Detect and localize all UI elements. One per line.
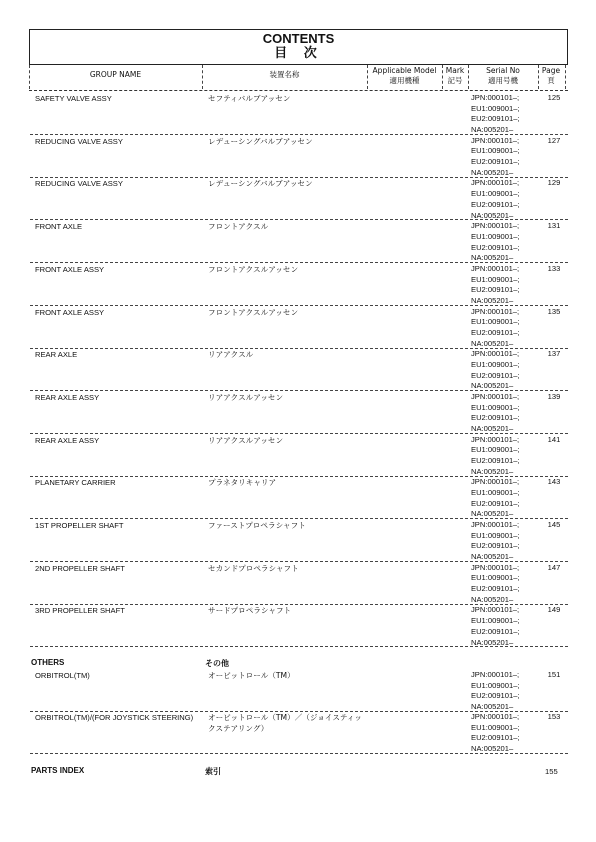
serial-number: JPN:000101–; — [471, 349, 520, 359]
serial-number: NA:005201– — [471, 509, 514, 519]
device-name-jp: セカンドプロペラシャフト — [208, 563, 299, 573]
serial-numbers — [471, 264, 543, 307]
serial-number: EU2:009101–; — [471, 626, 520, 636]
serial-numbers — [471, 563, 543, 606]
contents-title: CONTENTS — [262, 31, 335, 46]
serial-numbers — [471, 670, 543, 713]
serial-number: EU1:009001–; — [471, 317, 520, 327]
contents-row[interactable] — [30, 305, 568, 349]
serial-number: EU2:009101–; — [471, 242, 520, 252]
contents-row[interactable] — [30, 518, 568, 562]
device-name-jp: フロントアクスルアッセン — [208, 307, 299, 317]
serial-numbers — [471, 477, 543, 520]
serial-numbers — [471, 178, 543, 221]
group-name: SAFETY VALVE ASSY — [35, 94, 112, 103]
parts-index-page: 155 — [545, 767, 558, 776]
col-page: Page 頁 — [541, 66, 561, 85]
serial-number: EU2:009101–; — [471, 285, 520, 295]
device-name-jp: オービットロール（TM）／（ジョイスティックステアリング） — [208, 713, 363, 733]
serial-number: EU2:009101–; — [471, 584, 520, 594]
page-number: 129 — [547, 178, 561, 188]
device-name-jp: レデューシングバルブアッセン — [208, 179, 313, 189]
serial-number: EU2:009101–; — [471, 691, 520, 701]
page-number: 141 — [547, 434, 561, 444]
serial-number: JPN:000101–; — [471, 712, 520, 721]
others-title: OTHERS — [31, 658, 65, 667]
others-title-jp: その他 — [205, 659, 229, 668]
device-name-jp: レデューシングバルブアッセン — [208, 136, 313, 146]
serial-number: EU1:009001–; — [471, 274, 520, 284]
page-number: 149 — [547, 605, 561, 615]
serial-number: NA:005201– — [471, 744, 514, 754]
column-header — [29, 64, 568, 91]
contents-row[interactable] — [30, 668, 568, 712]
serial-number: EU1:009001–; — [471, 402, 520, 412]
col-applicable-model: Applicable Model 適用機種 — [372, 66, 437, 85]
parts-index-link[interactable]: PARTS INDEX — [31, 766, 85, 775]
device-name-jp: リアアクスルアッセン — [208, 435, 284, 445]
page-number: 153 — [547, 712, 561, 721]
serial-numbers — [471, 93, 543, 136]
contents-row[interactable] — [30, 219, 568, 263]
serial-number: EU1:009001–; — [471, 616, 520, 626]
serial-number: NA:005201– — [471, 338, 514, 348]
serial-numbers — [471, 712, 543, 755]
serial-number: JPN:000101–; — [471, 93, 520, 102]
group-name: PLANETARY CARRIER — [35, 478, 116, 488]
col-mark: Mark 記号 — [445, 66, 465, 85]
serial-number: EU1:009001–; — [471, 722, 520, 732]
device-name-jp: リアアクスルアッセン — [208, 392, 284, 402]
contents-row[interactable] — [30, 475, 568, 519]
serial-numbers — [471, 520, 543, 563]
serial-number: EU1:009001–; — [471, 573, 520, 583]
serial-number: JPN:000101–; — [471, 562, 520, 572]
serial-number: JPN:000101–; — [471, 391, 520, 401]
device-name-jp: サードプロペラシャフト — [208, 606, 292, 616]
group-name: ORBITROL(TM)/(FOR JOYSTICK STEERING) — [35, 713, 194, 722]
serial-number: NA:005201– — [471, 167, 514, 177]
page-number: 139 — [547, 391, 561, 401]
serial-number: EU2:009101–; — [471, 733, 520, 743]
serial-number: EU2:009101–; — [471, 114, 520, 124]
serial-number: JPN:000101–; — [471, 477, 520, 487]
group-name: REAR AXLE ASSY — [35, 435, 100, 445]
serial-number: JPN:000101–; — [471, 605, 520, 615]
serial-number: NA:005201– — [471, 424, 514, 433]
serial-number: NA:005201– — [471, 295, 514, 305]
serial-number: EU2:009101–; — [471, 456, 520, 465]
serial-number: EU1:009001–; — [471, 189, 520, 199]
page-number: 127 — [547, 135, 561, 145]
serial-number: EU1:009001–; — [471, 488, 520, 497]
device-name-jp: ファーストプロペラシャフト — [208, 521, 306, 530]
contents-row[interactable] — [30, 91, 568, 135]
group-name: 1ST PROPELLER SHAFT — [35, 521, 124, 530]
serial-number: EU1:009001–; — [471, 680, 520, 690]
contents-row[interactable] — [30, 347, 568, 391]
device-name-jp: セフティバルブアッセン — [208, 94, 291, 103]
serial-number: NA:005201– — [471, 702, 514, 712]
contents-title-jp: 目 次 — [274, 46, 323, 61]
contents-row[interactable] — [30, 710, 568, 754]
serial-number: NA:005201– — [471, 381, 514, 391]
serial-numbers — [471, 435, 543, 478]
contents-row[interactable] — [30, 134, 568, 178]
serial-number: EU2:009101–; — [471, 370, 520, 380]
page-number: 133 — [547, 263, 561, 273]
serial-number: EU1:009001–; — [471, 103, 520, 113]
serial-number: NA:005201– — [471, 210, 514, 220]
col-group-name: GROUP NAME — [89, 70, 142, 79]
serial-number: JPN:000101–; — [471, 263, 520, 273]
serial-number: NA:005201– — [471, 253, 514, 263]
page-number: 137 — [547, 349, 561, 359]
page-number: 143 — [547, 477, 561, 487]
col-serial-no: Serial No 適用号機 — [486, 66, 520, 85]
serial-number: EU1:009001–; — [471, 146, 520, 156]
col-device-name: 装置名称 — [269, 70, 300, 79]
contents-row[interactable] — [30, 262, 568, 306]
device-name-jp: リアアクスル — [208, 350, 254, 360]
serial-number: EU2:009101–; — [471, 498, 520, 508]
group-name: REDUCING VALVE ASSY — [35, 136, 123, 146]
serial-number: EU2:009101–; — [471, 327, 520, 337]
serial-number: EU1:009001–; — [471, 530, 520, 540]
group-name: FRONT AXLE — [35, 222, 83, 232]
device-name-jp: フロントアクスル — [208, 222, 269, 232]
contents-row[interactable] — [30, 390, 568, 434]
page-number: 147 — [547, 562, 561, 572]
serial-number: EU2:009101–; — [471, 413, 520, 423]
contents-row[interactable] — [30, 603, 568, 647]
serial-number: NA:005201– — [471, 594, 514, 604]
contents-row[interactable] — [30, 433, 568, 477]
serial-number: EU2:009101–; — [471, 157, 520, 167]
serial-numbers — [471, 307, 543, 350]
contents-header — [29, 29, 568, 65]
serial-number: NA:005201– — [471, 637, 514, 647]
serial-number: JPN:000101–; — [471, 135, 520, 145]
group-name: ORBITROL(TM) — [35, 671, 90, 680]
serial-numbers — [471, 136, 543, 179]
page-number: 135 — [547, 306, 561, 316]
serial-number: NA:005201– — [471, 466, 514, 476]
device-name-jp: フロントアクスルアッセン — [208, 264, 299, 274]
serial-number: EU1:009001–; — [471, 231, 520, 241]
serial-number: EU1:009001–; — [471, 359, 520, 369]
serial-number: JPN:000101–; — [471, 434, 520, 444]
serial-numbers — [471, 221, 543, 264]
serial-number: JPN:000101–; — [471, 178, 520, 188]
serial-number: JPN:000101–; — [471, 520, 520, 529]
serial-number: JPN:000101–; — [471, 306, 520, 316]
group-name: FRONT AXLE ASSY — [35, 264, 105, 274]
serial-number: EU1:009001–; — [471, 445, 520, 455]
serial-number: EU2:009101–; — [471, 199, 520, 209]
group-name: REAR AXLE — [35, 350, 78, 360]
group-name: REAR AXLE ASSY — [35, 392, 100, 402]
serial-numbers — [471, 392, 543, 435]
serial-number: NA:005201– — [471, 125, 514, 135]
serial-number: NA:005201– — [471, 552, 514, 562]
group-name: 2ND PROPELLER SHAFT — [35, 563, 125, 573]
page-number: 125 — [547, 93, 561, 102]
device-name-jp: オービットロール（TM） — [208, 671, 295, 680]
page-number: 145 — [547, 520, 561, 529]
contents-row[interactable] — [30, 561, 568, 605]
group-name: REDUCING VALVE ASSY — [35, 179, 123, 189]
serial-number: JPN:000101–; — [471, 221, 520, 231]
page-number: 151 — [547, 670, 561, 679]
page-number: 131 — [547, 221, 561, 231]
serial-numbers — [471, 349, 543, 392]
group-name: 3RD PROPELLER SHAFT — [35, 606, 125, 616]
device-name-jp: プラネタリキャリア — [208, 478, 277, 488]
group-name: FRONT AXLE ASSY — [35, 307, 105, 317]
contents-row[interactable] — [30, 176, 568, 220]
serial-number: JPN:000101–; — [471, 670, 520, 679]
parts-index-jp: 索引 — [205, 767, 221, 776]
serial-number: EU2:009101–; — [471, 541, 520, 551]
serial-numbers — [471, 605, 543, 648]
